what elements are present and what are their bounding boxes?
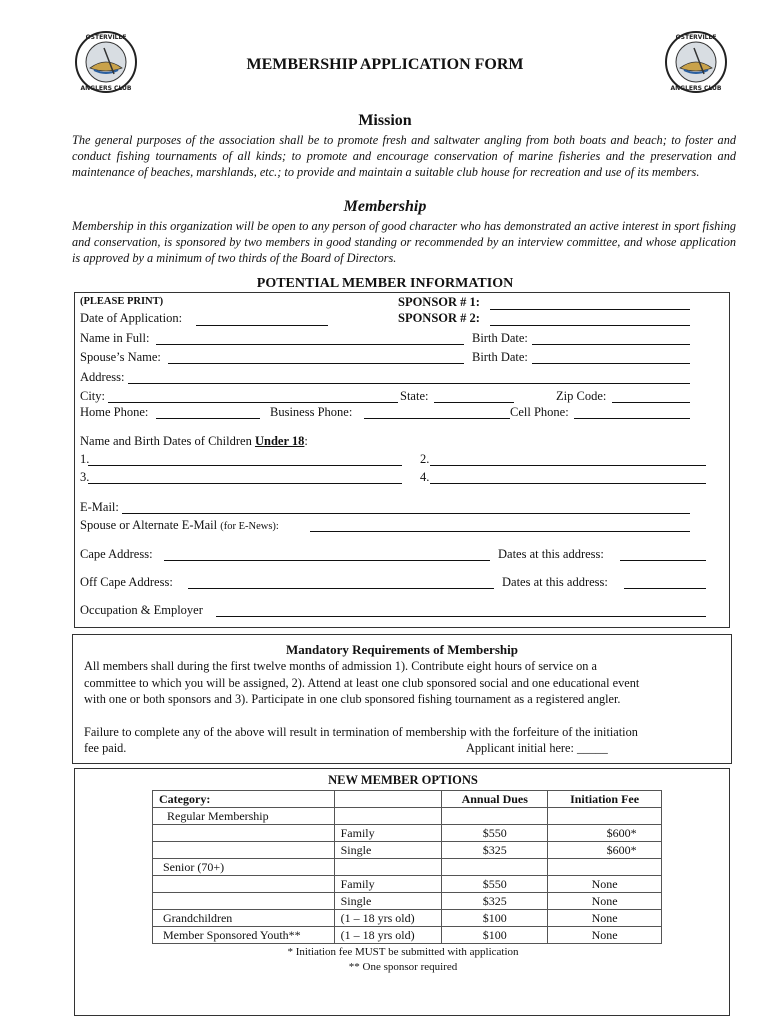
logo-text-top: OSTERVILLE bbox=[675, 34, 717, 41]
business-phone-label: Business Phone: bbox=[270, 405, 353, 419]
mission-heading: Mission bbox=[358, 112, 412, 129]
spouse-name-field[interactable] bbox=[168, 363, 464, 364]
options-note-2: ** One sponsor required bbox=[348, 961, 458, 973]
birth-date-field[interactable] bbox=[532, 344, 690, 345]
mission-text: The general purposes of the association shall be to promote fresh and saltwater angling from both boats and beach; to foster and conduct fishing tournaments of all kinds; to promote and encourage conservation of marine fisheries and the preservation and maintenance of beaches, marshlands, etc.; to provide and maintain a suitable club house for recreation and use of its members. bbox=[72, 133, 736, 179]
state-field[interactable] bbox=[434, 402, 514, 403]
cell-category bbox=[153, 825, 335, 842]
off-cape-address-label: Off Cape Address: bbox=[80, 575, 173, 589]
child3-label: 3. bbox=[80, 470, 90, 484]
requirements-line-1: All members shall during the first twelve months of admission 1). Contribute eight hours of service on a bbox=[84, 659, 597, 673]
business-phone-field[interactable] bbox=[364, 418, 510, 419]
sponsor2-field[interactable] bbox=[490, 325, 690, 326]
table-row bbox=[153, 842, 662, 859]
cape-dates-field[interactable] bbox=[620, 560, 706, 561]
cell-dues: $550 bbox=[442, 825, 548, 842]
email-field[interactable] bbox=[122, 513, 690, 514]
spouse-name-label: Spouse’s Name: bbox=[80, 350, 161, 364]
cell-type bbox=[334, 808, 442, 825]
table-row bbox=[153, 825, 662, 842]
cell-fee bbox=[548, 859, 662, 876]
cell-type: Family bbox=[334, 876, 442, 893]
child2-label: 2. bbox=[420, 452, 430, 466]
alt-email-field[interactable] bbox=[310, 531, 690, 532]
city-label: City: bbox=[80, 389, 106, 403]
failure-line-2: fee paid. bbox=[84, 741, 127, 755]
child4-label: 4. bbox=[420, 470, 430, 484]
spouse-birth-date-field[interactable] bbox=[532, 363, 690, 364]
name-in-full-field[interactable] bbox=[156, 344, 464, 345]
cell-fee: None bbox=[548, 893, 662, 910]
off-cape-dates-field[interactable] bbox=[624, 588, 706, 589]
child4-field[interactable] bbox=[430, 483, 706, 484]
cell-category: Grandchildren bbox=[153, 910, 335, 927]
requirements-heading: Mandatory Requirements of Membership bbox=[286, 642, 518, 657]
requirements-line-3: with one or both sponsors and 3). Participate in one club sponsored fishing tournament as a registered angler. bbox=[84, 692, 621, 706]
logo-text-bottom: ANGLERS CLUB bbox=[670, 85, 722, 92]
cell-type: Family bbox=[334, 825, 442, 842]
please-print-label: (PLEASE PRINT) bbox=[80, 296, 164, 307]
cape-address-label: Cape Address: bbox=[80, 547, 153, 561]
cell-phone-field[interactable] bbox=[574, 418, 690, 419]
cape-address-field[interactable] bbox=[164, 560, 490, 561]
cell-dues: $100 bbox=[442, 927, 548, 944]
requirements-line-2: committee to which you will be assigned, 2). Attend at least one club sponsored social and one educational event bbox=[84, 676, 640, 690]
table-row bbox=[153, 927, 662, 944]
applicant-initial[interactable]: Applicant initial here: _____ bbox=[466, 741, 608, 755]
date-of-application-label: Date of Application: bbox=[80, 311, 183, 325]
cell-fee: None bbox=[548, 876, 662, 893]
header-type bbox=[334, 791, 442, 808]
cell-category bbox=[153, 842, 335, 859]
birth-date-label: Birth Date: bbox=[472, 331, 528, 345]
table-row bbox=[153, 893, 662, 910]
occupation-field[interactable] bbox=[216, 616, 706, 617]
cell-category bbox=[153, 893, 335, 910]
cell-dues: $325 bbox=[442, 893, 548, 910]
cell-fee: $600* bbox=[548, 825, 662, 842]
options-note-1: * Initiation fee MUST be submitted with application bbox=[287, 946, 519, 958]
cell-category: Member Sponsored Youth** bbox=[153, 927, 335, 944]
logo-text-bottom: ANGLERS CLUB bbox=[80, 85, 132, 92]
address-field[interactable] bbox=[128, 383, 690, 384]
zip-label: Zip Code: bbox=[556, 389, 607, 403]
cell-dues: $325 bbox=[442, 842, 548, 859]
options-table bbox=[152, 790, 662, 944]
sponsor2-label: SPONSOR # 2: bbox=[398, 311, 480, 325]
cell-fee: None bbox=[548, 910, 662, 927]
email-label: E-Mail: bbox=[80, 500, 119, 514]
sponsor1-field[interactable] bbox=[490, 309, 690, 310]
city-field[interactable] bbox=[108, 402, 398, 403]
membership-text: Membership in this organization will be open to any person of good character who has demonstrated an active interest in sport fishing and conservation, is sponsored by two members in good standing or recommended by an interview committee, and whose application is approved by a minimum of two thirds of the Board of Directors. bbox=[72, 219, 736, 265]
child1-label: 1. bbox=[80, 452, 90, 466]
cell-phone-label: Cell Phone: bbox=[510, 405, 569, 419]
form-title: MEMBERSHIP APPLICATION FORM bbox=[246, 56, 524, 73]
cell-category bbox=[153, 876, 335, 893]
child3-field[interactable] bbox=[88, 483, 402, 484]
cell-fee bbox=[548, 808, 662, 825]
options-header-row bbox=[153, 791, 662, 808]
state-label: State: bbox=[400, 389, 429, 403]
potential-member-heading: POTENTIAL MEMBER INFORMATION bbox=[256, 276, 514, 291]
alt-email-label: Spouse or Alternate E-Mail (for E-News): bbox=[80, 518, 279, 532]
zip-field[interactable] bbox=[612, 402, 690, 403]
table-row bbox=[153, 808, 662, 825]
children-label: Name and Birth Dates of Children Under 18: bbox=[80, 434, 308, 448]
home-phone-field[interactable] bbox=[156, 418, 260, 419]
table-row bbox=[153, 910, 662, 927]
cell-type: (1 – 18 yrs old) bbox=[334, 927, 442, 944]
cell-category: Senior (70+) bbox=[153, 859, 335, 876]
cell-category: Regular Membership bbox=[153, 808, 335, 825]
off-cape-address-field[interactable] bbox=[188, 588, 494, 589]
address-label: Address: bbox=[80, 370, 125, 384]
logo-text-top: OSTERVILLE bbox=[85, 34, 127, 41]
header-category: Category: bbox=[153, 791, 335, 808]
home-phone-label: Home Phone: bbox=[80, 405, 149, 419]
cell-type: Single bbox=[334, 842, 442, 859]
header-annual-dues: Annual Dues bbox=[442, 791, 548, 808]
occupation-label: Occupation & Employer bbox=[80, 603, 203, 617]
table-row bbox=[153, 859, 662, 876]
date-of-application-field[interactable] bbox=[196, 325, 328, 326]
cell-type: (1 – 18 yrs old) bbox=[334, 910, 442, 927]
cell-type bbox=[334, 859, 442, 876]
cell-fee: $600* bbox=[548, 842, 662, 859]
off-cape-dates-label: Dates at this address: bbox=[502, 575, 608, 589]
child1-field[interactable] bbox=[88, 465, 402, 466]
options-heading: NEW MEMBER OPTIONS bbox=[328, 773, 478, 787]
cell-dues: $550 bbox=[442, 876, 548, 893]
cell-dues bbox=[442, 859, 548, 876]
failure-line-1: Failure to complete any of the above will result in termination of membership with the forfeiture of the initiation bbox=[84, 725, 638, 739]
cell-dues: $100 bbox=[442, 910, 548, 927]
spouse-birth-date-label: Birth Date: bbox=[472, 350, 528, 364]
header-initiation-fee: Initiation Fee bbox=[548, 791, 662, 808]
cell-dues bbox=[442, 808, 548, 825]
cape-dates-label: Dates at this address: bbox=[498, 547, 604, 561]
name-in-full-label: Name in Full: bbox=[80, 331, 150, 345]
membership-heading: Membership bbox=[343, 198, 427, 215]
cell-type: Single bbox=[334, 893, 442, 910]
child2-field[interactable] bbox=[430, 465, 706, 466]
sponsor1-label: SPONSOR # 1: bbox=[398, 295, 480, 309]
cell-fee: None bbox=[548, 927, 662, 944]
table-row bbox=[153, 876, 662, 893]
